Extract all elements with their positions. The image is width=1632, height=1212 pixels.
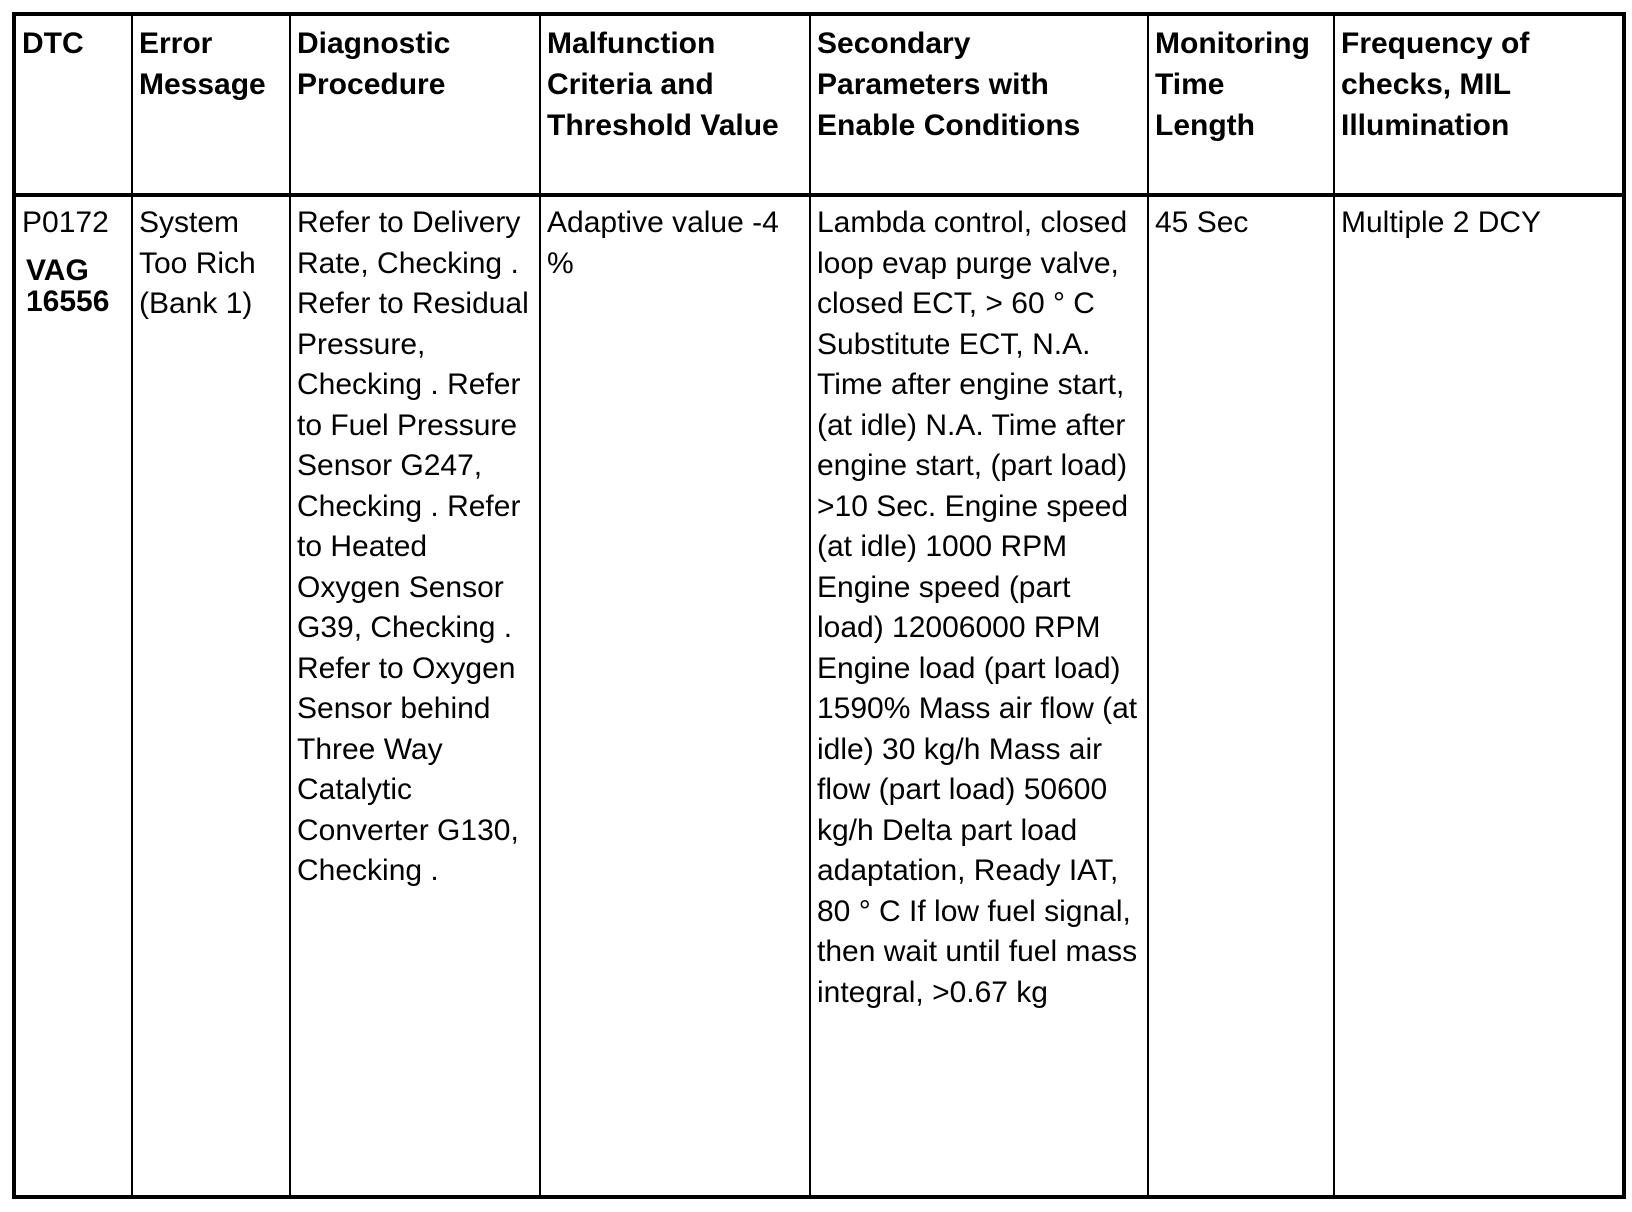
cell-monitoring-time: 45 Sec (1148, 195, 1334, 1197)
vag-code-label: VAG (26, 253, 89, 287)
vag-code-number: 16556 (26, 284, 110, 318)
header-frequency: Frequency of checks, MIL Illumination (1334, 14, 1624, 195)
table-row (14, 195, 1624, 1197)
cell-error-message: System Too Rich (Bank 1) (132, 195, 290, 1197)
cell-malfunction-criteria: Adaptive value -4 % (540, 195, 810, 1197)
vag-code (22, 255, 125, 317)
dtc-table (12, 12, 1626, 1199)
header-error-message: Error Message (132, 14, 290, 195)
header-malfunction-criteria: Malfunction Criteria and Threshold Value (540, 14, 810, 195)
cell-diagnostic-procedure: Refer to Delivery Rate, Checking . Refer to Residual Pressure, Checking . Refer to Fuel Pressure Sensor G247, Checking . Refer to Heated Oxygen Sensor G39, Checking . Refer to Oxygen Sensor behind Three Way Catalytic Converter G130, Checking . (290, 195, 540, 1197)
cell-frequency: Multiple 2 DCY (1334, 195, 1624, 1197)
header-monitoring-time: Monitoring Time Length (1148, 14, 1334, 195)
header-diagnostic-procedure: Diagnostic Procedure (290, 14, 540, 195)
header-secondary-parameters: Secondary Parameters with Enable Conditions (810, 14, 1148, 195)
cell-dtc (14, 195, 132, 1197)
table-header-row (14, 14, 1624, 195)
cell-secondary-parameters: Lambda control, closed loop evap purge valve, closed ECT, > 60 ° C Substitute ECT, N.A. Time after engine start, (at idle) N.A. Time after engine start, (part load) >10 Sec. Engine speed (at idle) 1000 RPM Engine speed (part load) 12006000 RPM Engine load (part load) 1590% Mass air flow (at idle) 30 kg/h Mass air flow (part load) 50600 kg/h Delta part load adaptation, Ready IAT, 80 ° C If low fuel signal, then wait until fuel mass integral, >0.67 kg (810, 195, 1148, 1197)
dtc-code: P0172 (22, 206, 109, 239)
header-dtc: DTC (14, 14, 132, 195)
